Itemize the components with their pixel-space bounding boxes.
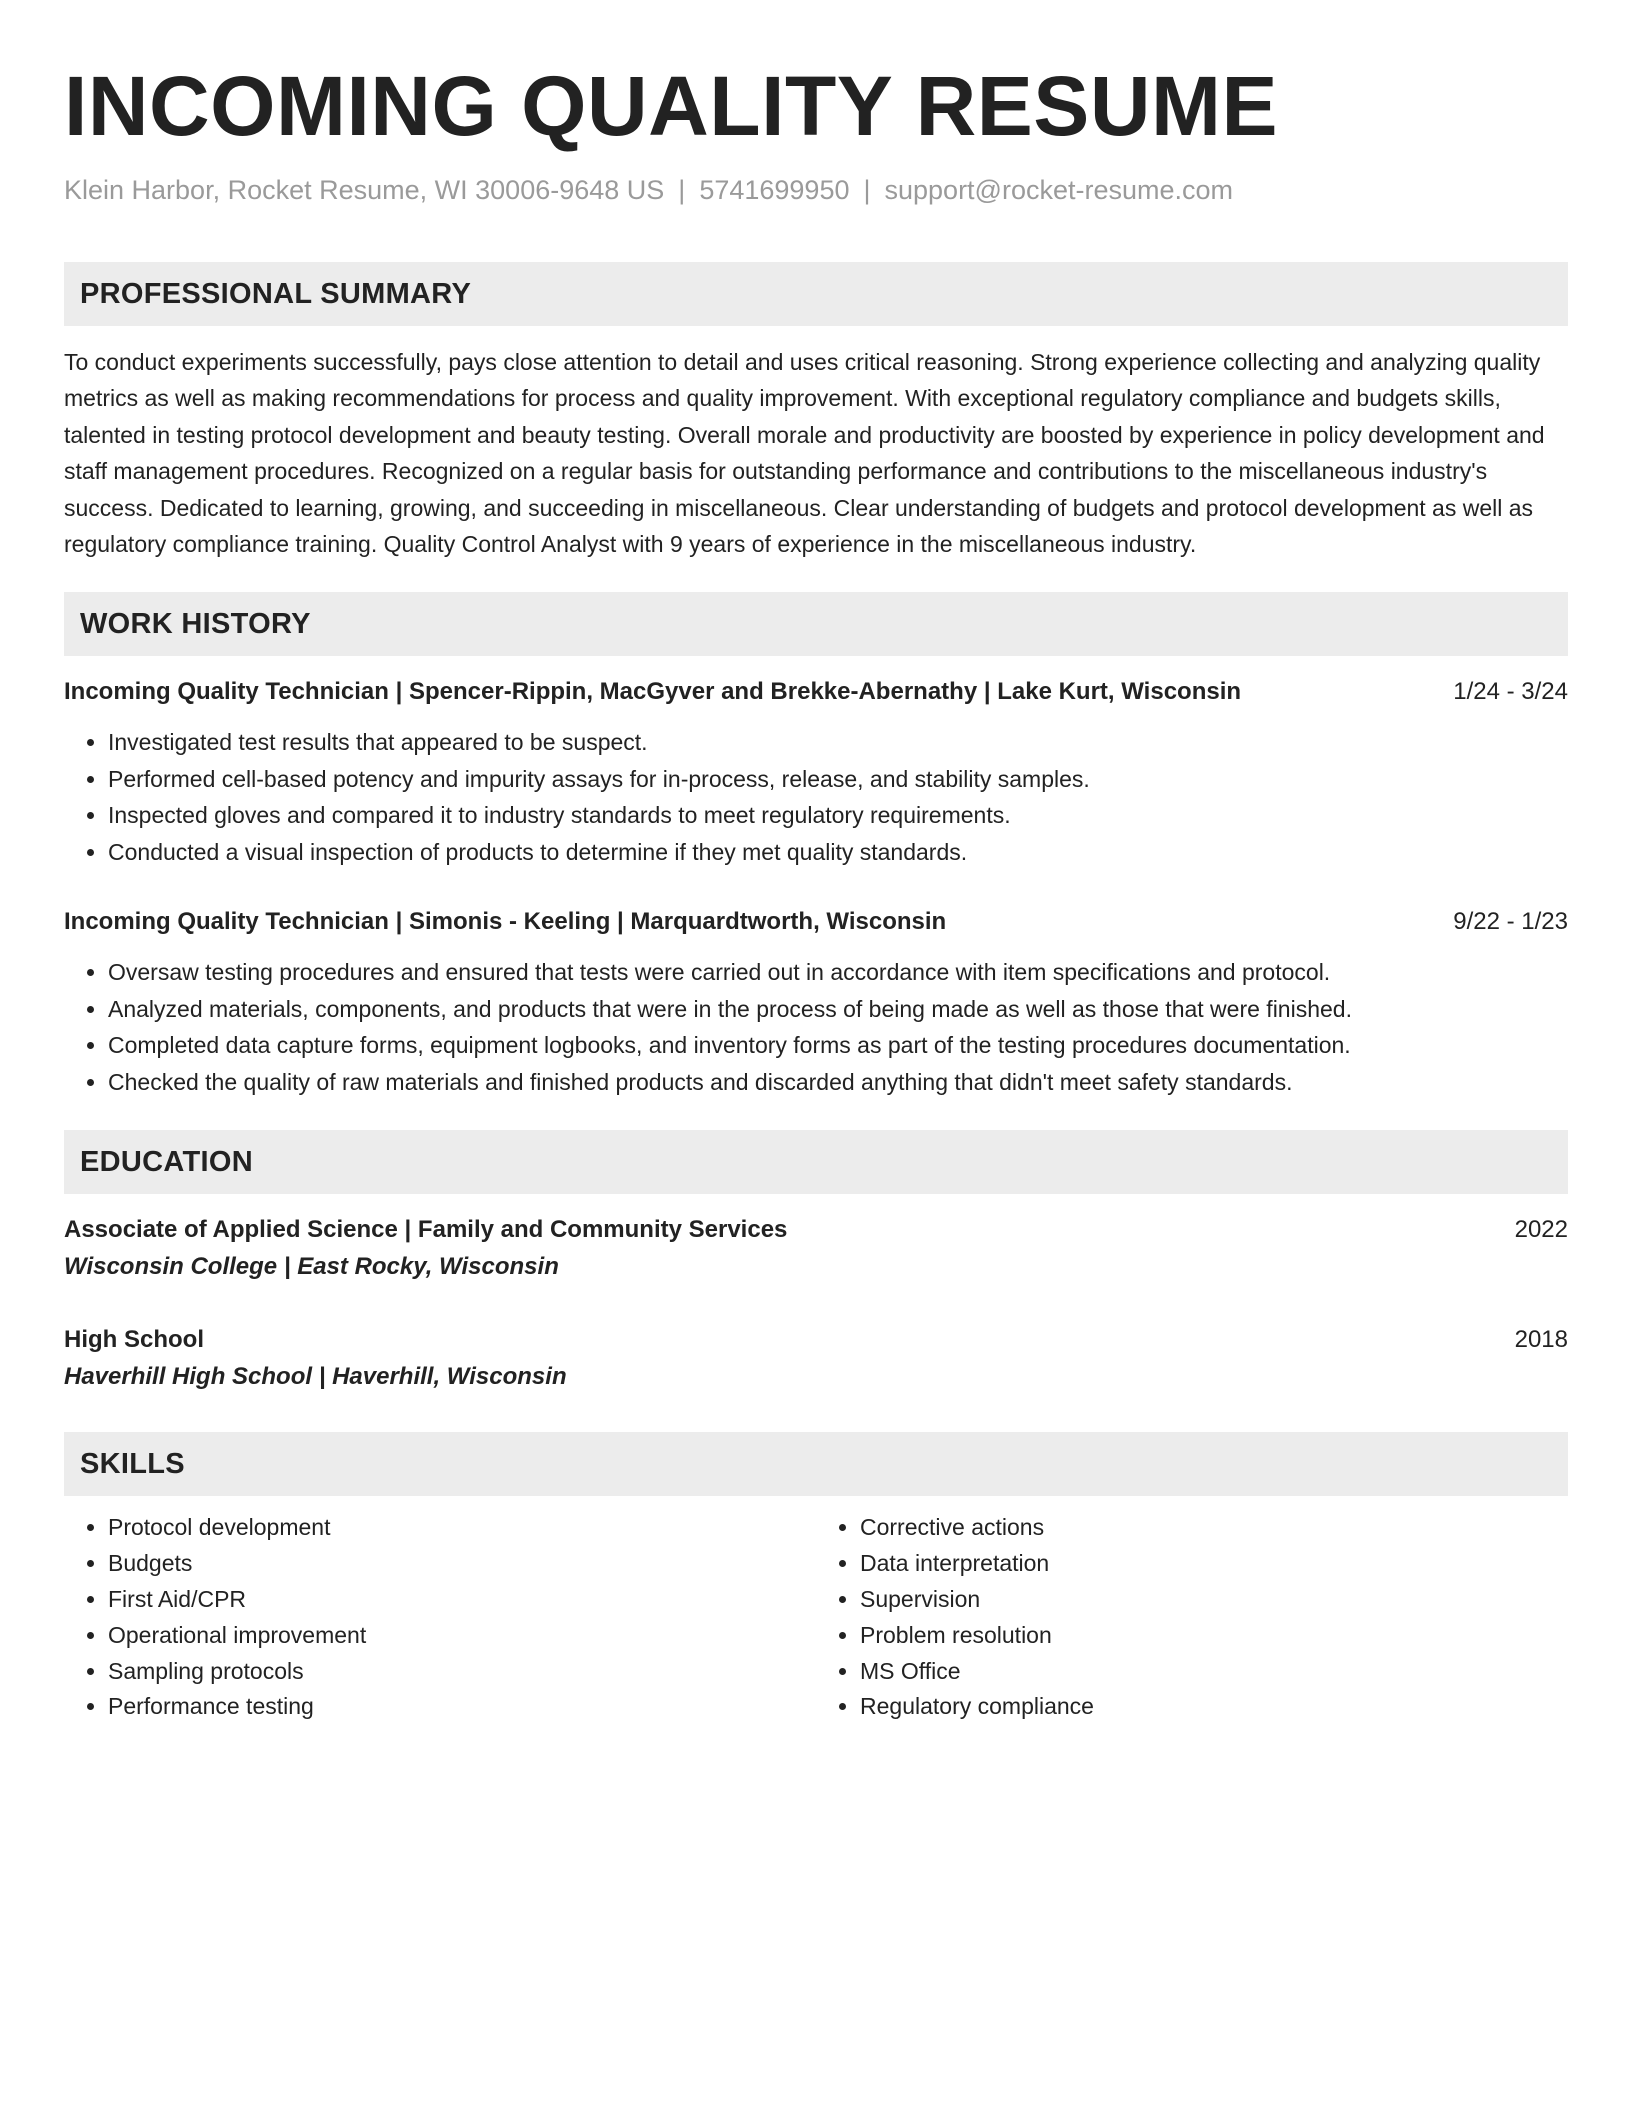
skill-item: • Sampling protocols — [108, 1654, 816, 1690]
skills-column-right — [816, 1510, 1568, 1725]
skill-item: • First Aid/CPR — [108, 1582, 816, 1618]
job-date: 1/24 - 3/24 — [1453, 678, 1568, 706]
skills-list — [64, 1510, 1568, 1725]
education-header — [64, 1322, 1568, 1358]
skill-item: • Budgets — [108, 1546, 816, 1582]
education-entry — [64, 1212, 1568, 1286]
skill-item: • Data interpretation — [860, 1546, 1568, 1582]
skill-item: • Problem resolution — [860, 1618, 1568, 1654]
education-year: 2022 — [1514, 1216, 1568, 1244]
resume-title: INCOMING QUALITY RESUME — [64, 59, 1278, 153]
skill-item: • Corrective actions — [860, 1510, 1568, 1546]
job-bullet: • Investigated test results that appeared to be suspect. — [108, 724, 1568, 761]
section-heading-skills: SKILLS — [64, 1432, 1568, 1496]
section-heading-summary: PROFESSIONAL SUMMARY — [64, 262, 1568, 326]
skill-item: • Regulatory compliance — [860, 1689, 1568, 1725]
section-heading-education: EDUCATION — [64, 1130, 1568, 1194]
education-school: Wisconsin College | East Rocky, Wisconsin — [64, 1253, 559, 1281]
summary-text: To conduct experiments successfully, pays close attention to detail and uses critical reasoning. Strong experience collecting and analyzing quality metrics as well as making recommendations for process and quality improvement. With exceptional regulatory compliance and budgets skills, talented in testing protocol development and beauty testing. Overall morale and productivity are boosted by experience in policy development and staff management procedures. Recognized on a regular basis for outstanding performance and contributions to the miscellaneous industry's success. Dedicated to learning, growing, and succeeding in miscellaneous. Clear understanding of budgets and protocol development as well as regulatory compliance training. Quality Control Analyst with 9 years of experience in the miscellaneous industry. — [64, 349, 1545, 558]
skill-item: • Supervision — [860, 1582, 1568, 1618]
education-school: Haverhill High School | Haverhill, Wisconsin — [64, 1363, 567, 1391]
job-bullets — [64, 954, 1568, 1100]
job-bullet: • Analyzed materials, components, and products that were in the process of being made as well as those that were finished. — [108, 991, 1568, 1028]
skills-column-left — [64, 1510, 816, 1725]
job-bullet: • Performed cell-based potency and impurity assays for in-process, release, and stability samples. — [108, 761, 1568, 798]
job-title: Incoming Quality Technician | Spencer-Rippin, MacGyver and Brekke-Abernathy | Lake Kurt, Wisconsin — [64, 678, 1242, 706]
skill-item: • MS Office — [860, 1654, 1568, 1690]
job-bullet: • Checked the quality of raw materials and finished products and discarded anything that didn't meet safety standards. — [108, 1064, 1568, 1101]
job-bullet: • Oversaw testing procedures and ensured that tests were carried out in accordance with item specifications and protocol. — [108, 954, 1568, 991]
contact-email: support@rocket-resume.com — [884, 175, 1234, 205]
job-bullets — [64, 724, 1568, 870]
education-degree: Associate of Applied Science | Family and Community Services — [64, 1216, 788, 1244]
job-entry — [64, 674, 1568, 870]
skill-item: • Operational improvement — [108, 1618, 816, 1654]
job-title: Incoming Quality Technician | Simonis - Keeling | Marquardtworth, Wisconsin — [64, 908, 947, 936]
contact-phone: 5741699950 — [699, 175, 850, 205]
job-header — [64, 904, 1568, 940]
job-header — [64, 674, 1568, 710]
job-date: 9/22 - 1/23 — [1453, 908, 1568, 936]
skill-item: • Performance testing — [108, 1689, 816, 1725]
education-degree: High School — [64, 1326, 204, 1354]
job-bullet: • Completed data capture forms, equipment logbooks, and inventory forms as part of the testing procedures documentation. — [108, 1027, 1568, 1064]
contact-line — [64, 172, 1568, 208]
contact-separator: | — [678, 175, 686, 205]
job-bullet: • Inspected gloves and compared it to industry standards to meet regulatory requirements. — [108, 797, 1568, 834]
education-entry — [64, 1322, 1568, 1396]
job-entry — [64, 904, 1568, 1100]
skill-item: • Protocol development — [108, 1510, 816, 1546]
contact-separator: | — [863, 175, 871, 205]
section-heading-work-history: WORK HISTORY — [64, 592, 1568, 656]
contact-address: Klein Harbor, Rocket Resume, WI 30006-9648 US — [64, 175, 665, 205]
job-bullet: • Conducted a visual inspection of products to determine if they met quality standards. — [108, 834, 1568, 871]
education-year: 2018 — [1514, 1326, 1568, 1354]
education-header — [64, 1212, 1568, 1248]
